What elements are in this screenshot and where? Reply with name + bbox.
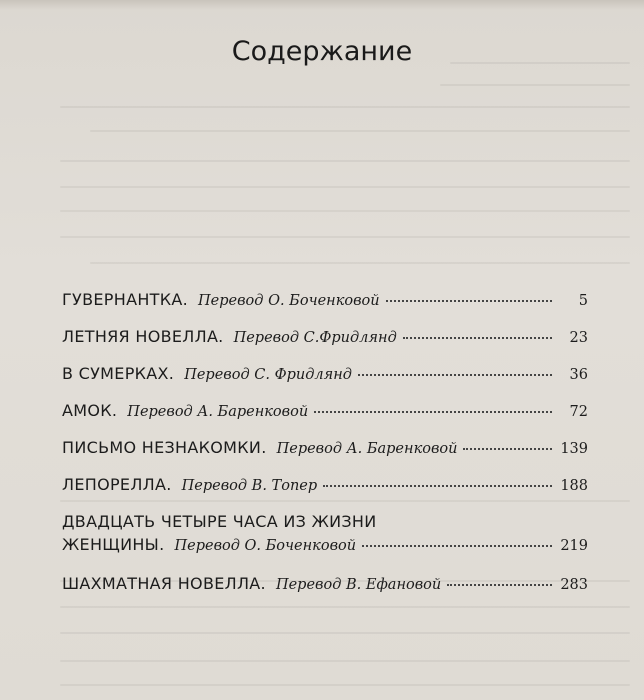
toc-translator: Перевод В. Ефановой bbox=[275, 577, 442, 593]
toc-entry-letter[interactable] bbox=[62, 438, 588, 475]
toc-title: ЛЕПОРЕЛЛА. bbox=[62, 475, 172, 494]
toc-page-number: 188 bbox=[560, 478, 588, 494]
toc-title: ЛЕТНЯЯ НОВЕЛЛА. bbox=[62, 327, 224, 346]
toc-translator: Перевод А. Баренковой bbox=[276, 441, 458, 457]
toc-title-line2: ЖЕНЩИНЫ. bbox=[62, 535, 165, 554]
dot-leader bbox=[323, 481, 552, 487]
page-top-edge bbox=[0, 0, 644, 10]
toc-page-number: 72 bbox=[569, 404, 588, 420]
toc-translator: Перевод С.Фридлянд bbox=[233, 330, 397, 346]
toc-page-number: 283 bbox=[560, 577, 588, 593]
toc-entry-amok[interactable] bbox=[62, 401, 588, 438]
toc-entry-summer-novella[interactable] bbox=[62, 327, 588, 364]
toc-title: АМОК. bbox=[62, 401, 118, 420]
toc-entry-governess[interactable] bbox=[62, 290, 588, 327]
dot-leader bbox=[463, 444, 552, 450]
dot-leader bbox=[447, 580, 552, 586]
toc-title-line1: ДВАДЦАТЬ ЧЕТЫРЕ ЧАСА ИЗ ЖИЗНИ bbox=[62, 512, 377, 531]
toc-translator: Перевод О. Боченковой bbox=[198, 293, 380, 309]
toc-page-number: 219 bbox=[560, 538, 588, 554]
toc-entry-twilight[interactable] bbox=[62, 364, 588, 401]
toc-translator: Перевод О. Боченковой bbox=[174, 538, 357, 554]
toc-entry-leporella[interactable] bbox=[62, 475, 588, 512]
toc-entry-chess-novella[interactable] bbox=[62, 574, 588, 611]
toc-heading: Содержание bbox=[231, 36, 413, 67]
toc-page-number: 23 bbox=[569, 330, 588, 346]
dot-leader bbox=[386, 296, 552, 302]
toc-page-number: 139 bbox=[560, 441, 588, 457]
toc-translator: Перевод В. Топер bbox=[181, 478, 318, 494]
toc-title: ПИСЬМО НЕЗНАКОМКИ. bbox=[62, 438, 267, 457]
dot-leader bbox=[314, 407, 552, 413]
toc-title: ШАХМАТНАЯ НОВЕЛЛА. bbox=[62, 574, 266, 593]
toc-translator: Перевод А. Баренковой bbox=[127, 404, 309, 420]
table-of-contents bbox=[62, 290, 588, 611]
toc-page-number: 5 bbox=[578, 293, 588, 309]
dot-leader bbox=[362, 541, 552, 547]
toc-title: ГУВЕРНАНТКА. bbox=[62, 290, 189, 309]
toc-title: В СУМЕРКАХ. bbox=[62, 364, 175, 383]
dot-leader bbox=[358, 370, 552, 376]
toc-entry-twenty-four-hours[interactable] bbox=[62, 512, 588, 574]
toc-page-number: 36 bbox=[569, 367, 588, 383]
dot-leader bbox=[403, 333, 552, 339]
toc-translator: Перевод С. Фридлянд bbox=[184, 367, 352, 383]
